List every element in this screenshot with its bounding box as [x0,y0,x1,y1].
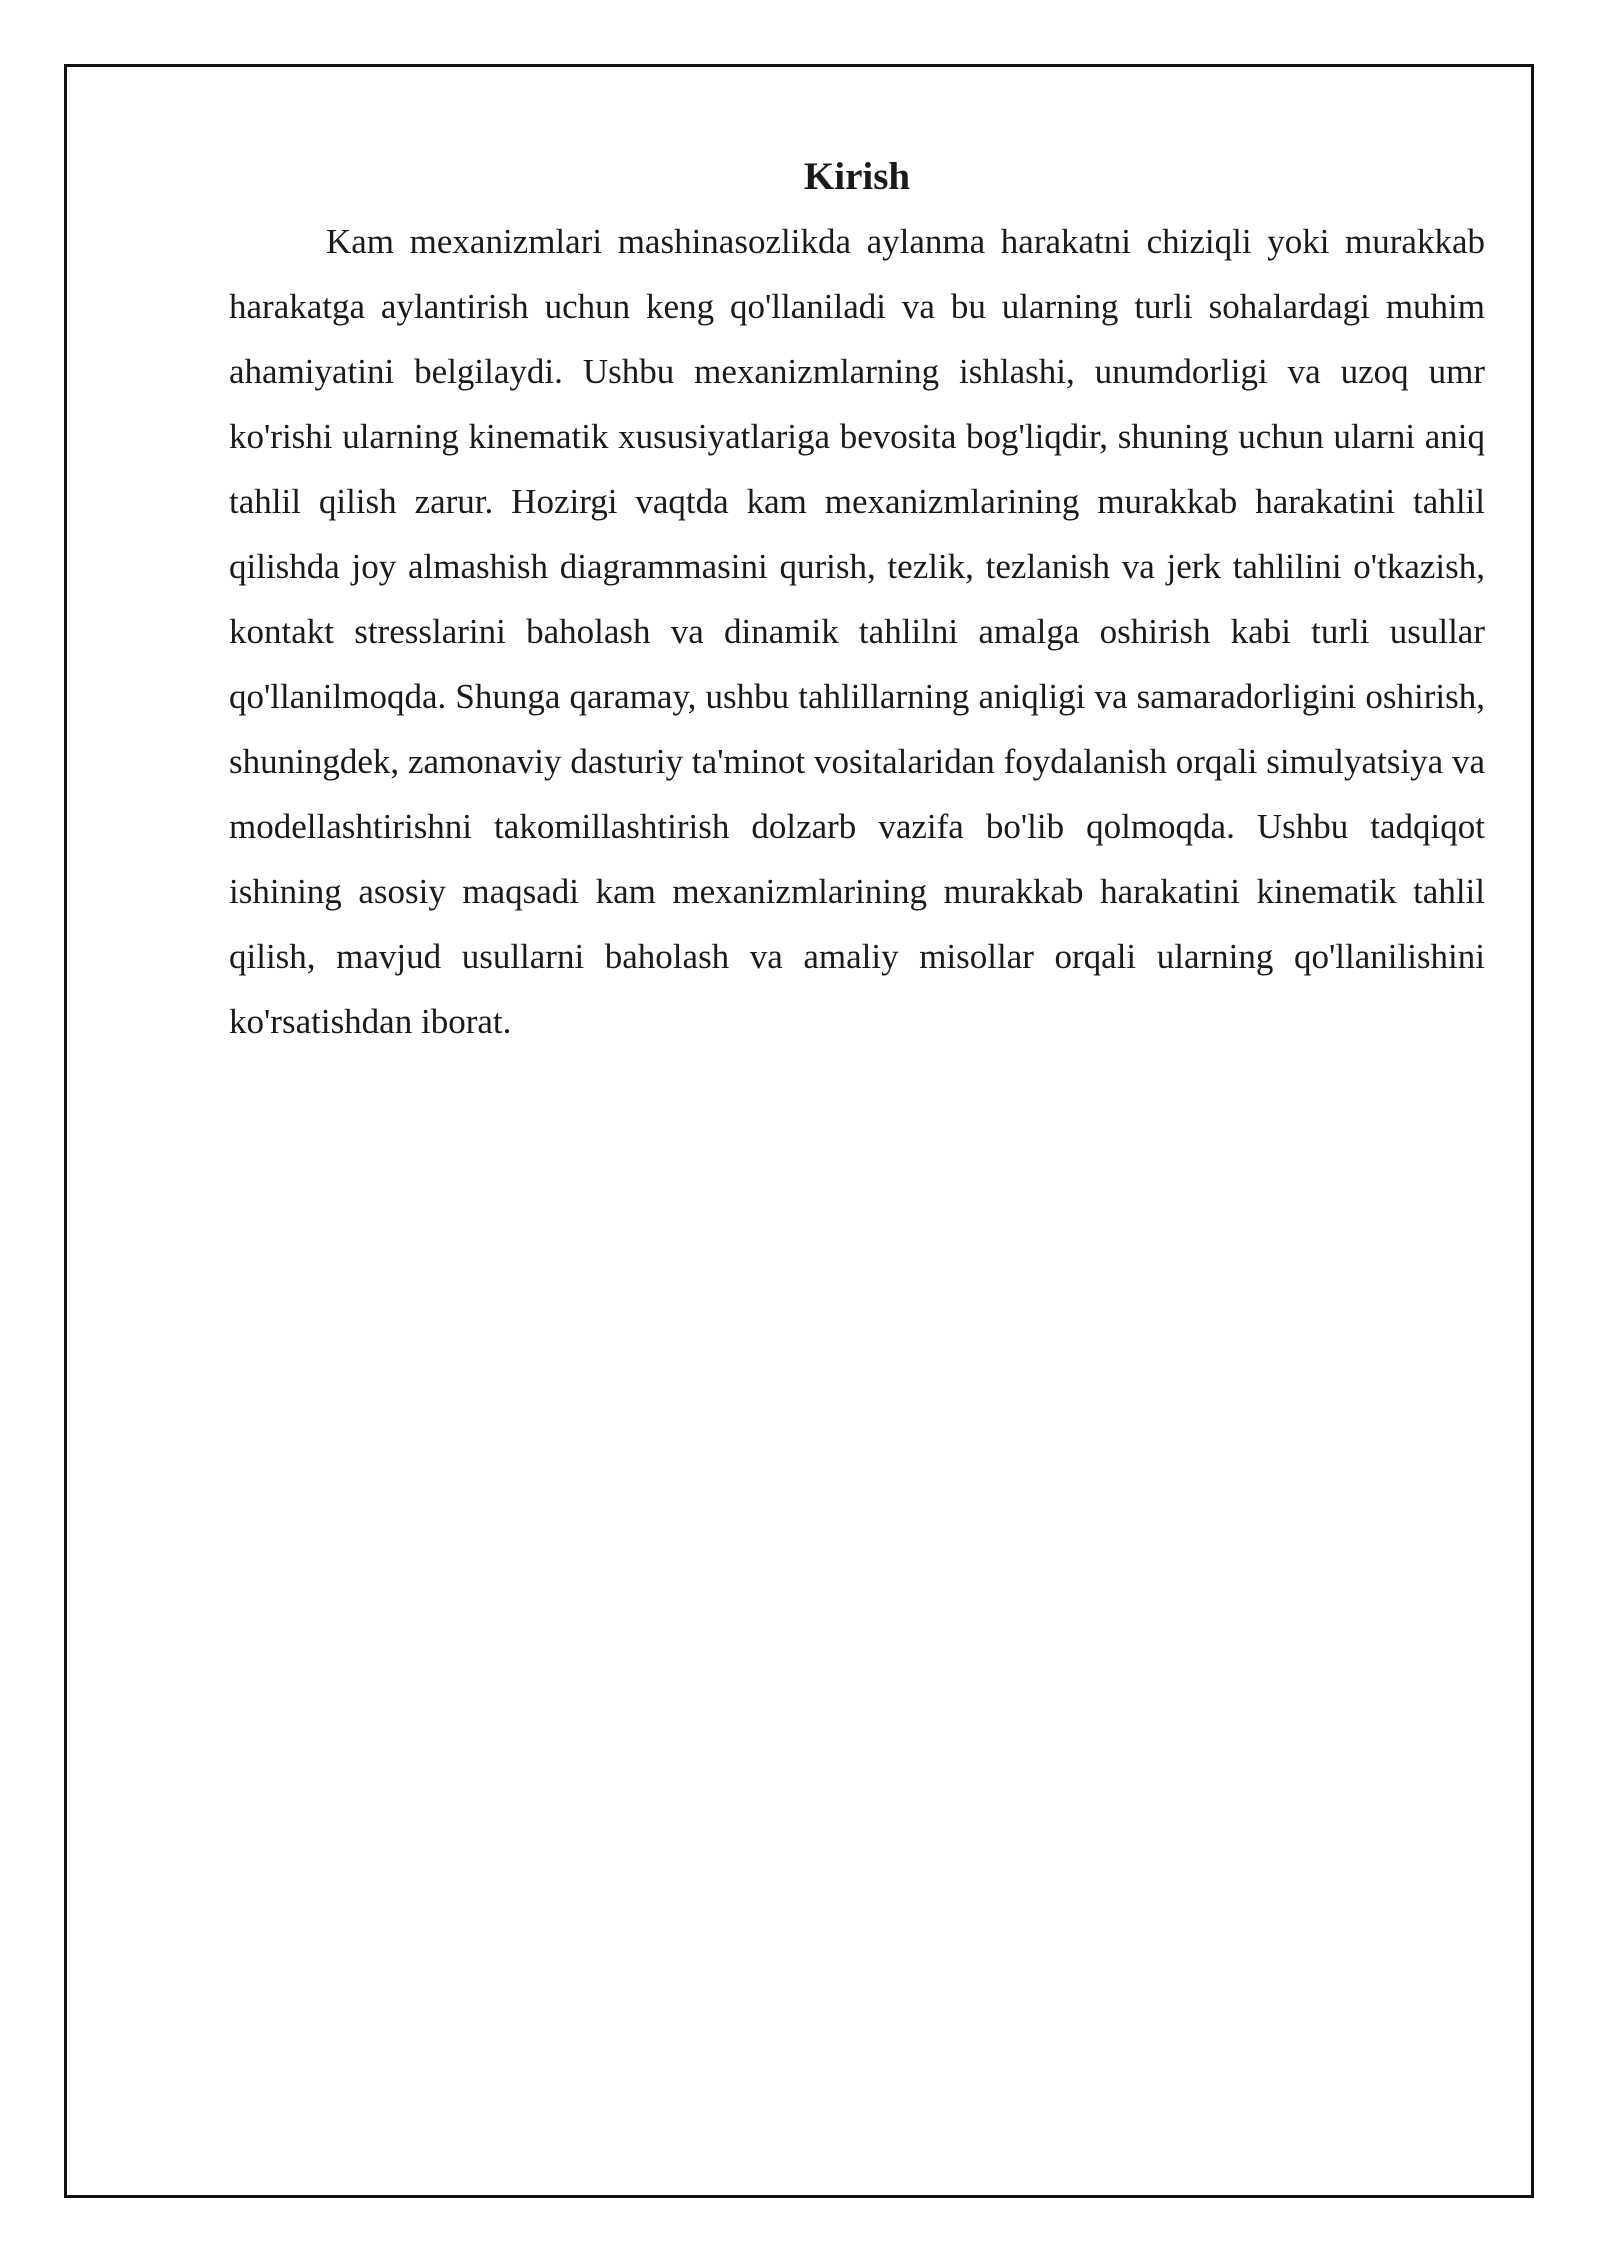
document-body [229,145,1485,1054]
intro-paragraph: Kam mexanizmlari mashinasozlikda aylanma harakatni chiziqli yoki murakkab harakatga aylantirish uchun keng qo'llaniladi va bu ularning turli sohalardagi muhim ahamiyatini belgilaydi. Ushbu mexanizmlarning ishlashi, unumdorligi va uzoq umr ko'rishi ularning kinematik xususiyatlariga bevosita bog'liqdir, shuning uchun ularni aniq tahlil qilish zarur. Hozirgi vaqtda kam mexanizmlarining murakkab harakatini tahlil qilishda joy almashish diagrammasini qurish, tezlik, tezlanish va jerk tahlilini o'tkazish, kontakt stresslarini baholash va dinamik tahlilni amalga oshirish kabi turli usullar qo'llanilmoqda. Shunga qaramay, ushbu tahlillarning aniqligi va samaradorligini oshirish, shuningdek, zamonaviy dasturiy ta'minot vositalaridan foydalanish orqali simulyatsiya va modellashtirishni takomillashtirish dolzarb vazifa bo'lib qolmoqda. Ushbu tadqiqot ishining asosiy maqsadi kam mexanizmlarining murakkab harakatini kinematik tahlil qilish, mavjud usullarni baholash va amaliy misollar orqali ularning qo'llanilishini ko'rsatishdan iborat. [229,222,1485,1041]
page-title: Kirish [803,155,911,198]
